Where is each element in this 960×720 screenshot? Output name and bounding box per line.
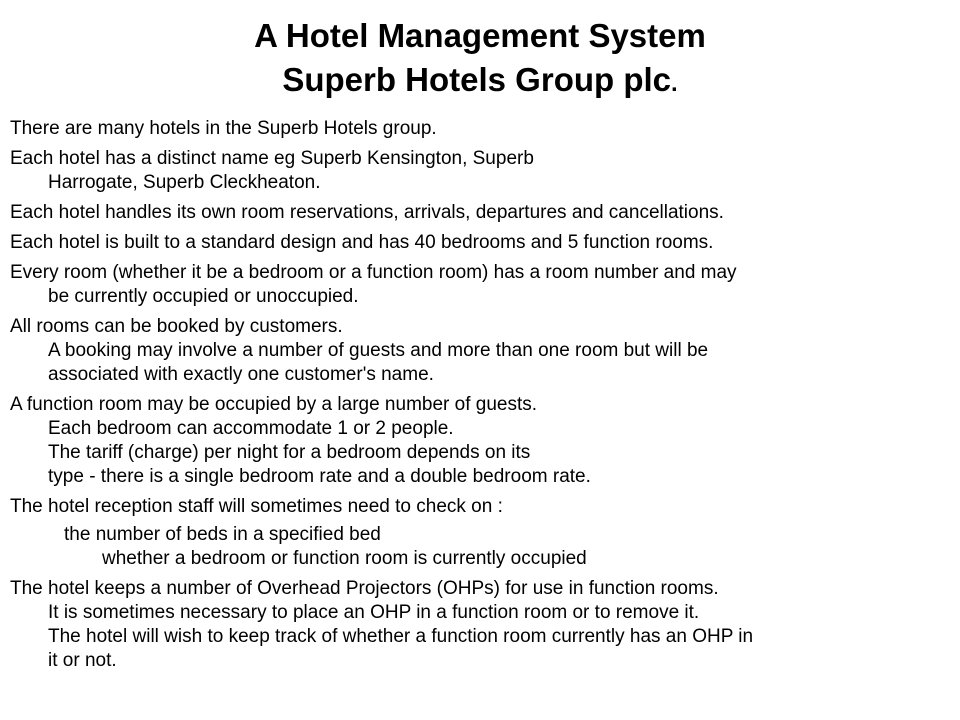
sub-item-occupied: whether a bedroom or function room is currently occupied	[102, 548, 587, 569]
paragraph-line: A function room may be occupied by a large number of guests.	[10, 394, 538, 415]
title-line-1: A Hotel Management System	[254, 17, 706, 54]
paragraph-line-indented: associated with exactly one customer's name.	[48, 364, 434, 385]
paragraph-line-indented: be currently occupied or unoccupied.	[48, 286, 359, 307]
paragraph-reception-checks	[10, 495, 950, 571]
paragraph-line-indented: It is sometimes necessary to place an OHP in a function room or to remove it.	[48, 602, 700, 623]
paragraph-line-indented: it or not.	[48, 650, 117, 671]
paragraph-reservations	[10, 201, 950, 225]
paragraph-line-indented: Harrogate, Superb Cleckheaton.	[48, 172, 321, 193]
paragraph-line-indented: The hotel will wish to keep track of whether a function room currently has an OHP in	[48, 626, 754, 647]
slide-body	[10, 117, 950, 679]
paragraph-ohp	[10, 577, 950, 673]
paragraph-line-indented: A booking may involve a number of guests and more than one room but will be	[48, 340, 709, 361]
paragraph-line: The hotel reception staff will sometimes need to check on :	[10, 496, 503, 517]
paragraph-line: Each hotel has a distinct name eg Superb Kensington, Superb	[10, 148, 534, 169]
slide-title	[0, 14, 960, 106]
paragraph-standard-design	[10, 231, 950, 255]
paragraph-hotels-group	[10, 117, 950, 141]
paragraph-line: There are many hotels in the Superb Hotels group.	[10, 118, 437, 139]
paragraph-line: Every room (whether it be a bedroom or a function room) has a room number and may	[10, 262, 737, 283]
paragraph-line: The hotel keeps a number of Overhead Projectors (OHPs) for use in function rooms.	[10, 578, 719, 599]
sub-item-beds: the number of beds in a specified bed	[64, 524, 381, 545]
paragraph-function-room	[10, 393, 950, 489]
title-line-2-suffix: .	[671, 70, 678, 97]
paragraph-line: Each hotel handles its own room reservations, arrivals, departures and cancellations.	[10, 202, 724, 223]
paragraph-room-number	[10, 261, 950, 309]
paragraph-line-indented: Each bedroom can accommodate 1 or 2 people.	[48, 418, 454, 439]
paragraph-line: Each hotel is built to a standard design and has 40 bedrooms and 5 function rooms.	[10, 232, 714, 253]
title-line-2	[0, 58, 960, 106]
paragraph-hotel-names	[10, 147, 950, 195]
paragraph-line-indented: The tariff (charge) per night for a bedroom depends on its	[48, 442, 531, 463]
paragraph-line-indented: type - there is a single bedroom rate and a double bedroom rate.	[48, 466, 591, 487]
paragraph-bookings	[10, 315, 950, 387]
title-line-2-text: Superb Hotels Group plc	[282, 61, 672, 98]
paragraph-line: All rooms can be booked by customers.	[10, 316, 343, 337]
